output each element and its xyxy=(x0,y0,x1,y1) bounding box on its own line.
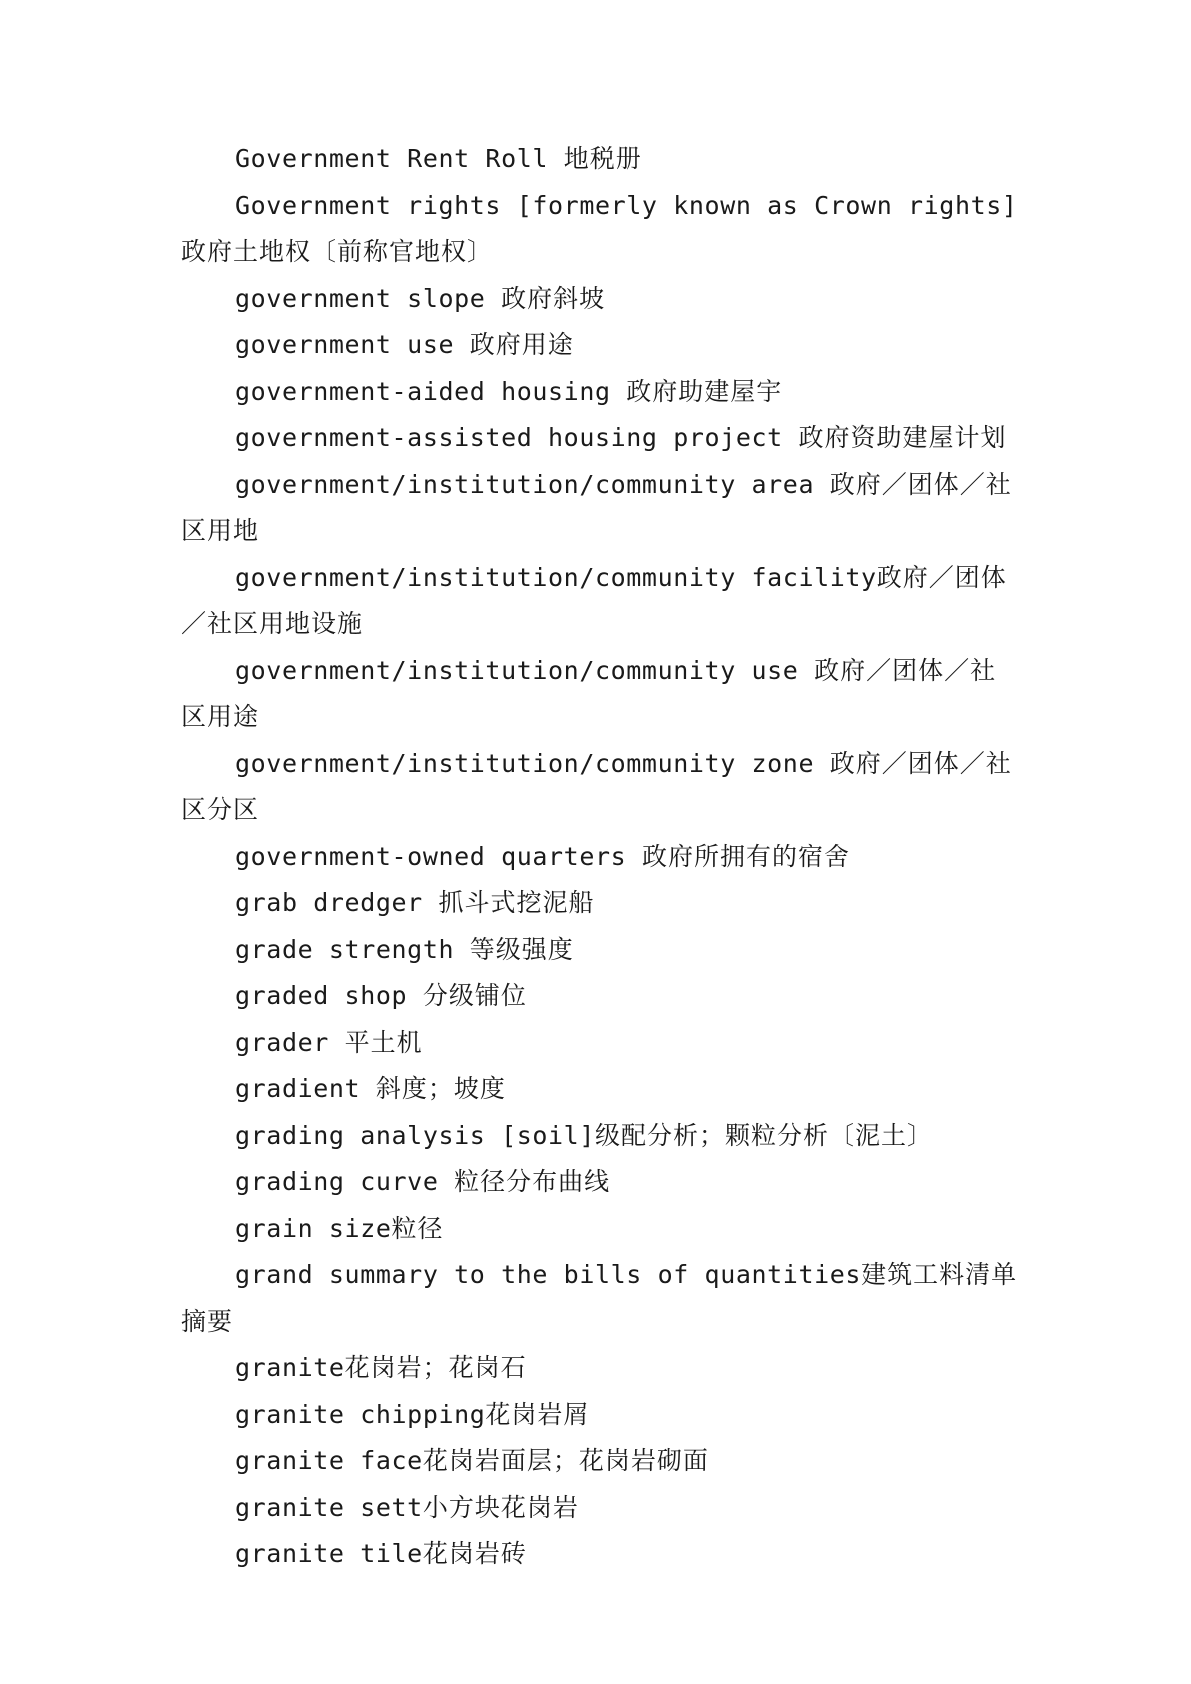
glossary-entry xyxy=(181,369,1021,416)
entry-term: graded shop xyxy=(235,981,408,1010)
entry-term: granite xyxy=(235,1353,345,1382)
glossary-entry xyxy=(181,276,1021,323)
entry-translation: 平土机 xyxy=(344,1027,423,1057)
entry-term: grain size xyxy=(235,1213,392,1243)
entry-translation: 花岗岩砖 xyxy=(422,1539,527,1568)
entry-translation: 政府／团体／社区用途 xyxy=(181,655,997,731)
entry-translation: 分级铺位 xyxy=(422,981,527,1010)
entry-translation: 花岗岩；花岗石 xyxy=(344,1353,527,1382)
entry-term: grand summary to the bills of quantities xyxy=(235,1260,862,1289)
entry-translation: 花岗岩屑 xyxy=(485,1399,590,1429)
glossary-entry xyxy=(181,880,1021,927)
entry-translation: 级配分析；颗粒分析〔泥土〕 xyxy=(594,1120,933,1150)
glossary-entry xyxy=(181,1113,1021,1160)
entry-translation: 政府／团体／社区用地设施 xyxy=(181,562,1007,638)
entry-translation: 粒径分布曲线 xyxy=(454,1167,611,1196)
entry-term: government/institution/community area xyxy=(235,469,815,499)
glossary-entry xyxy=(181,741,1021,834)
entry-term: grading analysis [soil] xyxy=(235,1120,595,1150)
entry-term: gradient xyxy=(235,1074,361,1103)
entry-translation: 建筑工料清单摘要 xyxy=(181,1260,1018,1336)
entry-term: government/institution/community use xyxy=(235,655,799,685)
entry-term: granite sett xyxy=(235,1492,423,1522)
glossary-entry xyxy=(181,322,1021,369)
glossary-entry xyxy=(181,183,1021,276)
entry-translation: 地税册 xyxy=(563,144,642,173)
entry-term: Government Rent Roll xyxy=(235,144,549,173)
glossary-entry xyxy=(181,1020,1021,1067)
entry-translation: 政府资助建屋计划 xyxy=(798,423,1007,452)
entry-translation: 花岗岩面层；花岗岩砌面 xyxy=(422,1446,709,1475)
glossary-entry xyxy=(181,1159,1021,1206)
glossary-entry xyxy=(181,927,1021,974)
entry-term: government use xyxy=(235,330,455,359)
entry-term: government slope xyxy=(235,283,486,313)
glossary-entry xyxy=(181,1531,1021,1578)
glossary-entry xyxy=(181,462,1021,555)
entry-term: government/institution/community facility xyxy=(235,562,877,592)
glossary-entry xyxy=(181,1485,1021,1532)
glossary-entry xyxy=(181,555,1021,648)
entry-translation: 斜度；坡度 xyxy=(375,1074,506,1103)
glossary-entry xyxy=(181,1345,1021,1392)
glossary-entry xyxy=(181,1066,1021,1113)
glossary-entry xyxy=(181,1206,1021,1253)
entry-translation: 政府所拥有的宿舍 xyxy=(641,841,850,871)
glossary-entry xyxy=(181,1392,1021,1439)
entry-term: government-owned quarters xyxy=(235,841,627,871)
entry-term: grader xyxy=(235,1027,329,1057)
entry-translation: 小方块花岗岩 xyxy=(422,1492,579,1522)
entry-term: granite face xyxy=(235,1446,423,1475)
entry-term: grade strength xyxy=(235,934,455,964)
entry-translation: 等级强度 xyxy=(469,934,574,964)
entry-term: granite chipping xyxy=(235,1399,486,1429)
entry-translation: 政府斜坡 xyxy=(501,283,606,313)
entry-term: granite tile xyxy=(235,1539,423,1568)
entry-translation: 政府／团体／社区分区 xyxy=(181,748,1012,824)
entry-translation: 政府用途 xyxy=(469,330,574,359)
glossary-entry xyxy=(181,973,1021,1020)
glossary-entry xyxy=(181,415,1021,462)
entry-translation: 抓斗式挖泥船 xyxy=(438,888,595,917)
glossary-list xyxy=(181,136,1021,1578)
entry-term: government/institution/community zone xyxy=(235,748,815,778)
entry-translation: 政府土地权〔前称官地权〕 xyxy=(181,237,494,266)
glossary-entry xyxy=(181,834,1021,881)
glossary-entry xyxy=(181,1252,1021,1345)
entry-term: grab dredger xyxy=(235,888,423,917)
entry-translation: 粒径 xyxy=(391,1213,444,1243)
entry-term: Government rights [formerly known as Crown rights] xyxy=(235,190,1018,220)
entry-translation: 政府助建屋宇 xyxy=(626,376,783,406)
glossary-entry xyxy=(181,648,1021,741)
glossary-entry xyxy=(181,136,1021,183)
entry-term: grading curve xyxy=(235,1167,439,1196)
entry-term: government-assisted housing project xyxy=(235,423,783,452)
entry-translation: 政府／团体／社区用地 xyxy=(181,469,1012,545)
glossary-entry xyxy=(181,1438,1021,1485)
entry-term: government-aided housing xyxy=(235,376,611,406)
